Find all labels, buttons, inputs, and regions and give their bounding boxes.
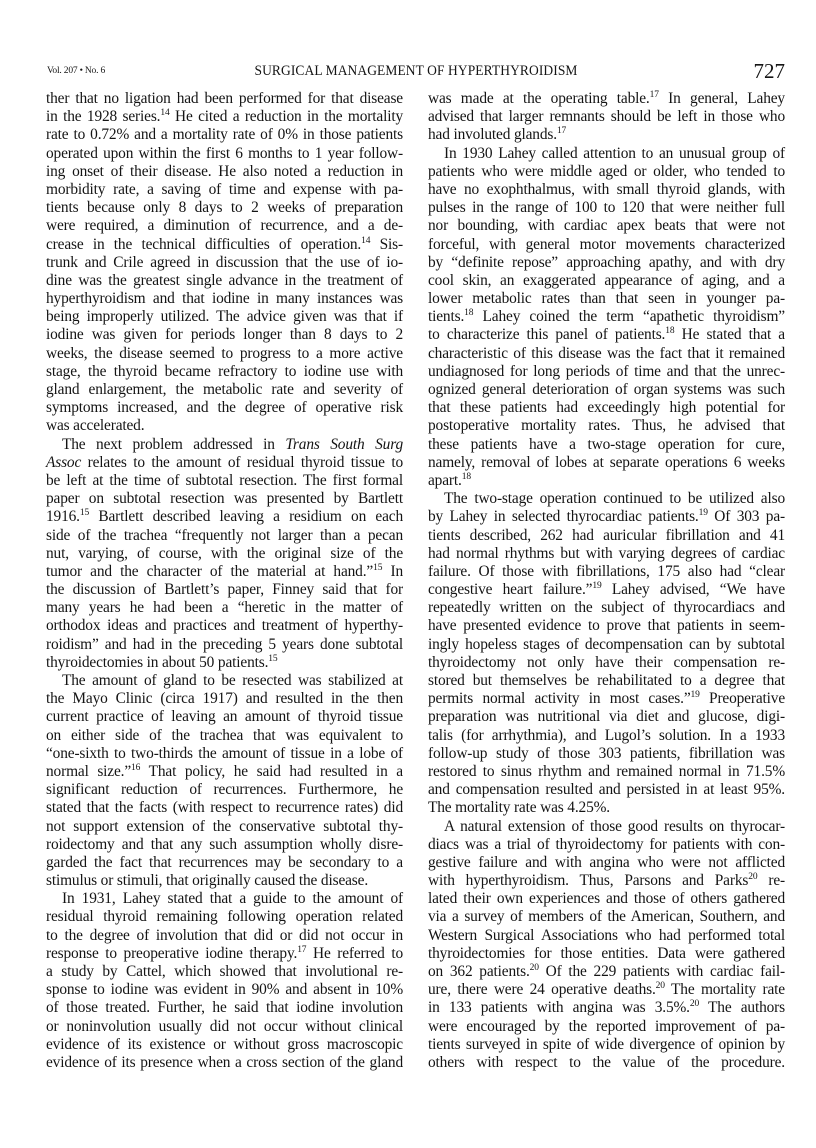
text-line: congestive heart failure.”$^{19}$ Lahey advised, “We have	[428, 581, 785, 599]
text-line: The next problem addressed in Trans South Surg	[62, 435, 404, 453]
text-line: iodine was given for periods longer than 8 days to 2	[46, 326, 403, 344]
text-line: ing onset of their disease. He also noted a reduction in	[46, 162, 403, 180]
text-line: thyroidectomies for those entities. Data were gathered	[428, 944, 785, 962]
text-line: on 362 patients.$^{20}$ Of the 229 patients with cardiac fail-	[428, 963, 785, 980]
text-line: by Lahey in selected thyrocardiac patients.$^{19}$ Of 303 pa-	[428, 508, 785, 526]
text-line: nor bounding, with cardiac apex beats that were not	[428, 217, 785, 235]
text-line: stimulus or stimuli, that originally caused the disease.	[46, 872, 369, 890]
text-line: tients surveyed in spite of wide divergence of opinion by	[428, 1035, 785, 1053]
text-line: to characterize this panel of patients.$^{18}$ He stated that a	[428, 326, 785, 344]
text-line: thyroidectomies in about 50 patients.$^{15}$	[46, 653, 278, 671]
text-line: morbidity rate, a saving of time and expense with pa-	[46, 180, 403, 198]
citation-superscript: 20	[655, 981, 665, 992]
journal-volume-issue: Vol. 207 • No. 6	[47, 66, 106, 76]
text-line: these patients have a two-stage operation for cure,	[428, 435, 785, 453]
text-line: or noninvolution usually did not occur without clinical	[46, 1017, 403, 1035]
text-line: stated that the facts (with respect to recurrence rates) did	[46, 799, 403, 817]
text-line: current practice of leaving an amount of thyroid tissue	[46, 708, 403, 726]
text-line: and compensation resulted and persisted in at least 95%.	[428, 781, 785, 799]
paragraph	[428, 145, 785, 491]
left-column	[46, 90, 403, 1072]
text-line: permits normal activity in most cases.”$^{19}$ Preoperative	[428, 690, 786, 708]
text-line: be left at the time of subtotal resection. The first formal	[46, 471, 403, 489]
text-line: gestive failure and with angina who were not afflicted	[428, 853, 785, 871]
text-line: was accelerated.	[46, 417, 145, 435]
text-line: nut, varying, of course, with the original size of the	[46, 544, 403, 562]
text-line: with hyperthyroidism. Thus, Parsons and Parks$^{20}$ re-	[428, 872, 785, 890]
text-line: namely, removal of lobes at separate operations 6 weeks	[428, 453, 785, 471]
text-line: lower metabolic rates than that seen in younger pa-	[428, 290, 785, 308]
text-line: residual thyroid remaining following operation related	[46, 908, 403, 926]
page-number: 727	[753, 59, 785, 83]
italic-journal-name: Trans South Surg	[285, 435, 404, 453]
text-line: have presented evidence to prove that patients in seem-	[428, 617, 785, 635]
citation-superscript: 18	[461, 471, 471, 482]
text-line: gland enlargement, the metabolic rate and severity of	[46, 381, 403, 398]
text-line: normal size.”$^{16}$ That policy, he said had resulted in a	[46, 762, 403, 780]
text-line: Western Surgical Associations who had performed total	[428, 926, 785, 944]
text-line: by “definite repose” approaching apathy, and with dry	[428, 253, 785, 271]
text-line: “one-sixth to two-thirds the amount of tissue in a lobe of	[46, 744, 403, 762]
paragraph	[46, 890, 403, 1072]
text-line: forceful, with general motor movements characterized	[428, 235, 785, 253]
text-line: In 1930 Lahey called attention to an unusual group of	[444, 144, 785, 162]
text-line: The two-stage operation continued to be utilized also	[444, 490, 785, 508]
citation-superscript: 19	[592, 581, 602, 592]
text-line: to the degree of involution that did or did not occur in	[46, 926, 403, 944]
text-line: garded the fact that recurrences may be secondary to a	[46, 853, 403, 871]
citation-superscript: 14	[361, 235, 371, 246]
text-line: follow-up study of those 303 patients, fibrillation was	[428, 744, 785, 762]
text-line: the discussion of Bartlett’s paper, Finney said that for	[46, 581, 403, 599]
citation-superscript: 17	[649, 90, 659, 100]
text-line: ther that no ligation had been performed for that disease	[46, 90, 403, 107]
running-title: SURGICAL MANAGEMENT OF HYPERTHYROIDISM	[254, 63, 578, 79]
citation-superscript: 14	[160, 108, 170, 119]
citation-superscript: 19	[698, 508, 708, 519]
citation-superscript: 16	[131, 762, 141, 773]
text-line: many years he had been a “heretic in the matter of	[46, 599, 403, 617]
text-line: advised that larger remnants should be left in those who	[428, 108, 785, 126]
text-line: talis (for arrhythmia), and Lugol’s solution. In a 1933	[428, 726, 785, 744]
paragraph	[46, 90, 403, 436]
text-line: tients because only 8 days to 2 weeks of preparation	[46, 199, 403, 217]
text-line: significant reduction of recurrences. Furthermore, he	[46, 781, 403, 799]
text-line: have no exophthalmus, with small thyroid glands, with	[428, 180, 785, 198]
citation-superscript: 17	[297, 944, 307, 955]
text-line: repeatedly written on the subject of thyrocardiacs and	[428, 599, 785, 617]
text-line: tients described, 262 had auricular fibrillation and 41	[428, 526, 785, 544]
text-line: pulses in the range of 100 to 120 that were neither full	[428, 199, 785, 217]
text-line: postoperative mortality rates. Thus, he advised that	[428, 417, 785, 435]
text-line: ure, there were 24 operative deaths.$^{20}$ The mortality rate	[428, 981, 785, 999]
text-line: dine was the greatest single advance in the treatment of	[46, 271, 403, 289]
paragraph	[428, 818, 785, 1073]
text-line: undiagnosed for long periods of time and that the unrec-	[428, 362, 785, 380]
text-line: evidence of its existence or without gross macroscopic	[46, 1035, 403, 1053]
text-line: others with respect to the value of the procedure.	[428, 1053, 785, 1071]
text-line: in 133 patients with angina was 3.5%.$^{20}$ The authors	[428, 999, 785, 1017]
text-line: The amount of gland to be resected was stabilized at	[62, 672, 403, 689]
paragraph	[46, 672, 403, 890]
citation-superscript: 15	[268, 653, 278, 664]
citation-superscript: 18	[665, 326, 675, 337]
paragraph	[46, 436, 403, 672]
citation-superscript: 18	[464, 308, 474, 319]
citation-superscript: 20	[748, 872, 758, 883]
text-line: were encouraged by the reported improvement of pa-	[428, 1017, 785, 1035]
text-line: was made at the operating table.$^{17}$ In general, Lahey	[428, 90, 785, 107]
text-line: stored but themselves be rehabilitated to a degree that	[428, 672, 785, 689]
text-line: roidism” and had in the preceding 5 years done subtotal	[46, 635, 403, 653]
right-column	[428, 90, 785, 1072]
text-line: preparation was nutritional via diet and glucose, digi-	[428, 708, 785, 726]
citation-superscript: 15	[79, 508, 90, 519]
text-line: sponse to iodine was evident in 90% and absent in 10%	[46, 981, 403, 999]
text-line: roidectomy and that any such assumption wholly disre-	[46, 835, 403, 853]
citation-superscript: 20	[689, 999, 700, 1010]
text-line: trunk and Crile agreed in discussion that the use of io-	[46, 253, 403, 271]
text-line: evidence of its presence when a cross section of the gland	[46, 1053, 403, 1071]
text-line: stage, the thyroid became refractory to iodine use with	[46, 362, 403, 380]
text-line: In 1931, Lahey stated that a guide to the amount of	[62, 890, 403, 908]
text-line: side of the trachea “frequently not larger than a pecan	[46, 526, 403, 544]
text-line: patients who were middle aged or older, who tended to	[428, 162, 785, 180]
citation-superscript: 17	[556, 126, 567, 137]
text-line: response to preoperative iodine therapy.$^{17}$ He referred to	[46, 944, 403, 962]
text-line: via a survey of members of the American, Southern, and	[428, 908, 785, 926]
text-line: diacs was a trial of thyroidectomy for patients with con-	[428, 835, 785, 853]
text-line: characteristic of this disease was the fact that it remained	[428, 344, 785, 362]
text-line: had normal rhythms but with varying degrees of cardiac	[428, 544, 785, 562]
text-line: of those treated. Further, he said that iodine involution	[46, 999, 403, 1017]
text-line: tients.$^{18}$ Lahey coined the term “apathetic thyroidism”	[428, 308, 785, 326]
text-line: that these patients had exceedingly high potential for	[428, 399, 785, 417]
text-line: Assoc relates to the amount of residual thyroid tissue to	[46, 453, 403, 471]
text-line: were required, a diminution of recurrence, and a de-	[46, 217, 403, 235]
text-line: paper on subtotal resection was presented by Bartlett	[46, 490, 403, 508]
text-line: ognized general deterioration of organ systems was such	[428, 381, 785, 398]
text-line: symptoms increased, and the degree of operative risk	[46, 399, 403, 417]
text-line: 1916.15 Bartlett described leaving a residium on each	[46, 508, 403, 526]
text-line: failure. Of those with fibrillations, 175 also had “clear	[428, 562, 785, 580]
paragraph	[428, 90, 785, 145]
text-line: A natural extension of those good results on thyrocar-	[444, 817, 785, 835]
text-line: the Mayo Clinic (circa 1917) and resulted in the then	[46, 690, 403, 708]
running-head	[47, 60, 785, 84]
italic-journal-name: Assoc	[46, 453, 82, 471]
text-line: in the 1928 series.$^{14}$ He cited a reduction in the mortality	[46, 108, 403, 126]
text-line: not support extension of the conservative subtotal thy-	[46, 817, 403, 835]
text-line: The mortality rate was 4.25%.	[428, 799, 610, 817]
text-line: hyperthyroidism and that iodine in many instances was	[46, 290, 403, 308]
citation-superscript: 20	[529, 963, 539, 973]
text-line: ingly hopeless stages of decompensation can by subtotal	[428, 635, 785, 653]
text-line: lated their own experiences and those of others gathered	[428, 890, 785, 908]
text-line: a study by Cattel, which showed that involutional re-	[46, 963, 403, 980]
text-line: apart.$^{18}$	[428, 471, 471, 489]
text-line: crease in the technical difficulties of operation.$^{14}$ Sis-	[46, 235, 403, 253]
text-line: operated upon within the first 6 months to 1 year follow-	[46, 144, 403, 162]
text-line: had involuted glands.$^{17}$	[428, 126, 567, 144]
text-line: rate to 0.72% and a mortality rate of 0% in those patients	[46, 126, 403, 144]
text-line: on either side of the trachea that was equivalent to	[46, 726, 403, 744]
citation-superscript: 19	[690, 690, 700, 701]
text-line: tumor and the character of the material at hand.”$^{15}$ In	[46, 562, 404, 580]
paragraph	[428, 490, 785, 817]
text-line: cool skin, an exaggerated appearance of aging, and a	[428, 271, 785, 289]
text-line: thyroidectomy not only have their compensation re-	[428, 653, 785, 671]
text-line: being improperly utilized. The advice given was that if	[46, 308, 403, 326]
citation-superscript: 15	[373, 562, 383, 573]
text-line: restored to sinus rhythm and remained normal in 71.5%	[428, 762, 785, 780]
text-line: orthodox ideas and practices and treatment of hyperthy-	[46, 617, 403, 635]
text-line: weeks, the disease seemed to progress to a more active	[46, 344, 403, 362]
